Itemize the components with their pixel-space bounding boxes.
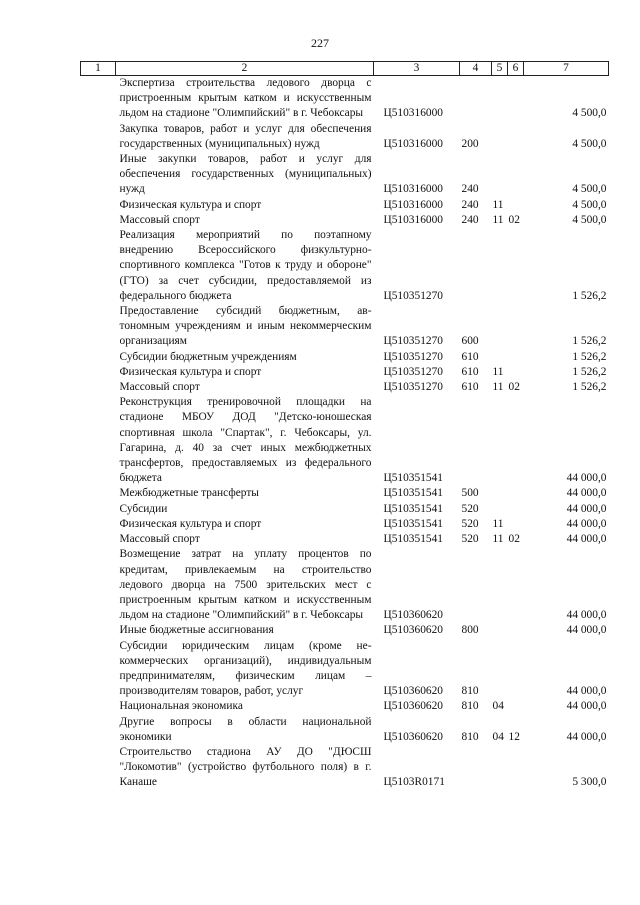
column-header-7: 7 — [524, 62, 609, 76]
target-code-cell: Ц510351270 — [383, 381, 443, 394]
section-cell — [492, 639, 508, 700]
expense-type-cell: 810 — [461, 685, 479, 698]
column-header-1: 1 — [81, 62, 116, 76]
table-row — [81, 198, 609, 213]
cell-empty — [81, 623, 116, 638]
table-row — [81, 304, 609, 350]
amount-cell: 44 000,0 — [566, 730, 607, 743]
amount-cell: 1 526,2 — [572, 289, 607, 302]
section-cell — [492, 502, 508, 517]
cell-empty — [81, 502, 116, 517]
expense-type-cell: 200 — [461, 137, 479, 150]
subsection-cell — [508, 350, 524, 365]
target-code-cell: Ц510360620 — [383, 730, 443, 743]
description-cell: Экспертиза строительства ледового дворца с пристроенным крытым катком и искусственным льдом на стадионе "Олимпийский" в г. Чебоксары — [119, 77, 372, 120]
description-cell: Национальная экономика — [119, 700, 243, 713]
section-cell — [492, 76, 508, 122]
description-cell: Субсидии — [119, 502, 168, 515]
expense-type-cell — [460, 76, 492, 122]
table-row — [81, 547, 609, 623]
table-row — [81, 213, 609, 228]
column-header-3: 3 — [374, 62, 460, 76]
cell-empty — [81, 715, 116, 745]
description-cell: Межбюджетные трансферты — [119, 487, 259, 500]
table-row — [81, 502, 609, 517]
target-code-cell: Ц510351541 — [383, 487, 443, 500]
expense-type-cell: 810 — [461, 700, 479, 713]
amount-cell: 44 000,0 — [566, 609, 607, 622]
cell-empty — [81, 228, 116, 304]
table-row — [81, 350, 609, 365]
description-cell: Строительство стадиона АУ ДО "ДЮСШ "Локомотив" (устройство футбольного поля) в г. Канаше — [119, 745, 372, 789]
expense-type-cell: 240 — [461, 213, 479, 226]
expense-type-cell: 610 — [461, 350, 479, 363]
cell-empty — [81, 198, 116, 213]
expense-type-cell: 500 — [461, 487, 479, 500]
subsection-cell — [508, 304, 524, 350]
target-code-cell: Ц510360620 — [383, 685, 443, 698]
amount-cell: 4 500,0 — [572, 213, 607, 226]
amount-cell: 4 500,0 — [572, 183, 607, 196]
amount-cell: 44 000,0 — [566, 487, 607, 500]
target-code-cell: Ц510351270 — [383, 365, 443, 378]
description-cell: Массовый спорт — [119, 381, 200, 394]
description-cell: Субсидии бюджетным учреждениям — [119, 350, 297, 363]
amount-cell: 4 500,0 — [572, 198, 607, 211]
cell-empty — [81, 532, 116, 547]
target-code-cell: Ц510316000 — [383, 198, 443, 211]
description-cell: Реконструкция тренировочной площадки на стадионе МБОУ ДОД "Детско-юношеская спортивная школа "Спартак", г. Чебоксары, ул. Гагарина, д. 40 за счет иных межбюджетных трансфертов, предоставляемых из федерального бюджета — [119, 396, 372, 485]
table-row — [81, 365, 609, 380]
description-cell: Физическая культура и спорт — [119, 365, 262, 378]
cell-empty — [81, 76, 116, 122]
expense-type-cell: 240 — [461, 198, 479, 211]
target-code-cell: Ц510351541 — [383, 533, 443, 546]
subsection-cell — [508, 228, 524, 304]
amount-cell: 4 500,0 — [572, 107, 607, 120]
amount-cell: 1 526,2 — [572, 335, 607, 348]
target-code-cell: Ц510316000 — [383, 213, 443, 226]
subsection-cell: 02 — [508, 213, 520, 226]
column-header-6: 6 — [508, 62, 524, 76]
amount-cell: 4 500,0 — [572, 137, 607, 150]
subsection-cell — [508, 486, 524, 501]
description-cell: Субсидии юридическим лицам (кроме некоммерческих организаций), индивидуальным предпринимателям, физическим лицам – производителям товаров, работ, услуг — [119, 639, 372, 698]
amount-cell: 44 000,0 — [566, 624, 607, 637]
subsection-cell — [508, 502, 524, 517]
subsection-cell — [508, 745, 524, 791]
column-header-5: 5 — [492, 62, 508, 76]
cell-empty — [81, 639, 116, 700]
table-row — [81, 228, 609, 304]
target-code-cell: Ц5103R0171 — [383, 776, 445, 789]
cell-empty — [81, 365, 116, 380]
expense-type-cell: 240 — [461, 183, 479, 196]
description-cell: Физическая культура и спорт — [119, 198, 262, 211]
expense-type-cell — [460, 745, 492, 791]
target-code-cell: Ц510351541 — [383, 517, 443, 530]
expense-type-cell — [460, 228, 492, 304]
target-code-cell: Ц510351270 — [383, 289, 443, 302]
subsection-cell — [508, 365, 524, 380]
table-body — [81, 76, 609, 791]
subsection-cell — [508, 623, 524, 638]
table-row — [81, 517, 609, 532]
subsection-cell — [508, 639, 524, 700]
section-cell — [492, 228, 508, 304]
column-header-2: 2 — [116, 62, 374, 76]
description-cell: Возмещение затрат на уплату процентов по кредитам, привлекаемым на строительство ледового дворца на 7500 зрительских мест с пристроенным крытым катком и искусственным льдом на стадионе "Олимпийский" в г. Чебоксары — [119, 548, 372, 622]
subsection-cell — [508, 152, 524, 198]
section-cell — [492, 304, 508, 350]
section-cell: 04 — [492, 730, 504, 743]
section-cell: 11 — [492, 365, 504, 378]
cell-empty — [81, 152, 116, 198]
page-number: 227 — [311, 36, 329, 50]
cell-empty — [81, 304, 116, 350]
column-header-4: 4 — [460, 62, 492, 76]
section-cell — [492, 152, 508, 198]
subsection-cell: 12 — [508, 730, 520, 743]
subsection-cell — [508, 547, 524, 623]
table-row — [81, 395, 609, 486]
table-row — [81, 715, 609, 745]
expense-type-cell — [460, 395, 492, 486]
expense-type-cell: 800 — [461, 624, 479, 637]
amount-cell: 1 526,2 — [572, 365, 607, 378]
expense-type-cell: 520 — [461, 517, 479, 530]
table-row — [81, 380, 609, 395]
target-code-cell: Ц510316000 — [383, 137, 443, 150]
table-row — [81, 699, 609, 714]
cell-empty — [81, 380, 116, 395]
subsection-cell — [508, 76, 524, 122]
expense-type-cell: 520 — [461, 502, 479, 515]
subsection-cell — [508, 517, 524, 532]
amount-cell: 5 300,0 — [572, 776, 607, 789]
section-cell — [492, 745, 508, 791]
section-cell: 11 — [492, 533, 504, 546]
amount-cell: 44 000,0 — [566, 533, 607, 546]
description-cell: Массовый спорт — [119, 533, 200, 546]
cell-empty — [81, 486, 116, 501]
description-cell: Другие вопросы в области национальной экономики — [119, 715, 372, 743]
target-code-cell: Ц510360620 — [383, 624, 443, 637]
table-row — [81, 486, 609, 501]
description-cell: Иные закупки товаров, работ и услуг для обеспечения государственных (муниципальных) нужд — [119, 153, 372, 196]
section-cell — [492, 395, 508, 486]
section-cell — [492, 122, 508, 152]
cell-empty — [81, 517, 116, 532]
section-cell: 11 — [492, 517, 504, 530]
target-code-cell: Ц510316000 — [383, 107, 443, 120]
table-row — [81, 639, 609, 700]
target-code-cell: Ц510360620 — [383, 609, 443, 622]
amount-cell: 44 000,0 — [566, 685, 607, 698]
amount-cell: 1 526,2 — [572, 381, 607, 394]
table-header-row — [81, 62, 609, 76]
subsection-cell — [508, 198, 524, 213]
description-cell: Физическая культура и спорт — [119, 517, 262, 530]
amount-cell: 44 000,0 — [566, 700, 607, 713]
amount-cell: 44 000,0 — [566, 517, 607, 530]
expense-type-cell — [460, 547, 492, 623]
cell-empty — [81, 122, 116, 152]
subsection-cell: 02 — [508, 533, 520, 546]
section-cell — [492, 547, 508, 623]
target-code-cell: Ц510351541 — [383, 472, 443, 485]
target-code-cell: Ц510351270 — [383, 335, 443, 348]
section-cell: 11 — [492, 213, 504, 226]
cell-empty — [81, 745, 116, 791]
expense-type-cell: 600 — [461, 335, 479, 348]
subsection-cell — [508, 122, 524, 152]
section-cell — [492, 486, 508, 501]
table-row — [81, 532, 609, 547]
table-row — [81, 152, 609, 198]
description-cell: Закупка товаров, работ и услуг для обеспечения государственных (муниципальных) нужд — [119, 122, 372, 150]
section-cell: 11 — [492, 198, 504, 211]
subsection-cell: 02 — [508, 381, 520, 394]
expense-type-cell: 520 — [461, 533, 479, 546]
expense-type-cell: 610 — [461, 365, 479, 378]
description-cell: Предоставление субсидий бюджетным, автономным учреждениям и иным некоммерческим организациям — [119, 305, 372, 348]
target-code-cell: Ц510360620 — [383, 700, 443, 713]
table-row — [81, 745, 609, 791]
cell-empty — [81, 547, 116, 623]
table-row — [81, 122, 609, 152]
description-cell: Иные бюджетные ассигнования — [119, 624, 274, 637]
section-cell — [492, 350, 508, 365]
table-row — [81, 76, 609, 122]
target-code-cell: Ц510351270 — [383, 350, 443, 363]
cell-empty — [81, 699, 116, 714]
cell-empty — [81, 395, 116, 486]
description-cell: Массовый спорт — [119, 213, 200, 226]
description-cell: Реализация мероприятий по поэтапному внедрению Всероссийского физкультурно-спортивного комплекса "Готов к труду и обороне" (ГТО) за счет субсидии, предоставляемой из федерального бюджета — [119, 229, 372, 302]
expense-type-cell: 810 — [461, 730, 479, 743]
subsection-cell — [508, 395, 524, 486]
cell-empty — [81, 350, 116, 365]
table-row — [81, 623, 609, 638]
expense-type-cell: 610 — [461, 381, 479, 394]
target-code-cell: Ц510351541 — [383, 502, 443, 515]
section-cell: 11 — [492, 381, 504, 394]
amount-cell: 44 000,0 — [566, 502, 607, 515]
target-code-cell: Ц510316000 — [383, 183, 443, 196]
amount-cell: 1 526,2 — [572, 350, 607, 363]
budget-table — [80, 61, 609, 791]
section-cell — [492, 623, 508, 638]
subsection-cell — [508, 699, 524, 714]
section-cell: 04 — [492, 700, 504, 713]
cell-empty — [81, 213, 116, 228]
amount-cell: 44 000,0 — [566, 472, 607, 485]
